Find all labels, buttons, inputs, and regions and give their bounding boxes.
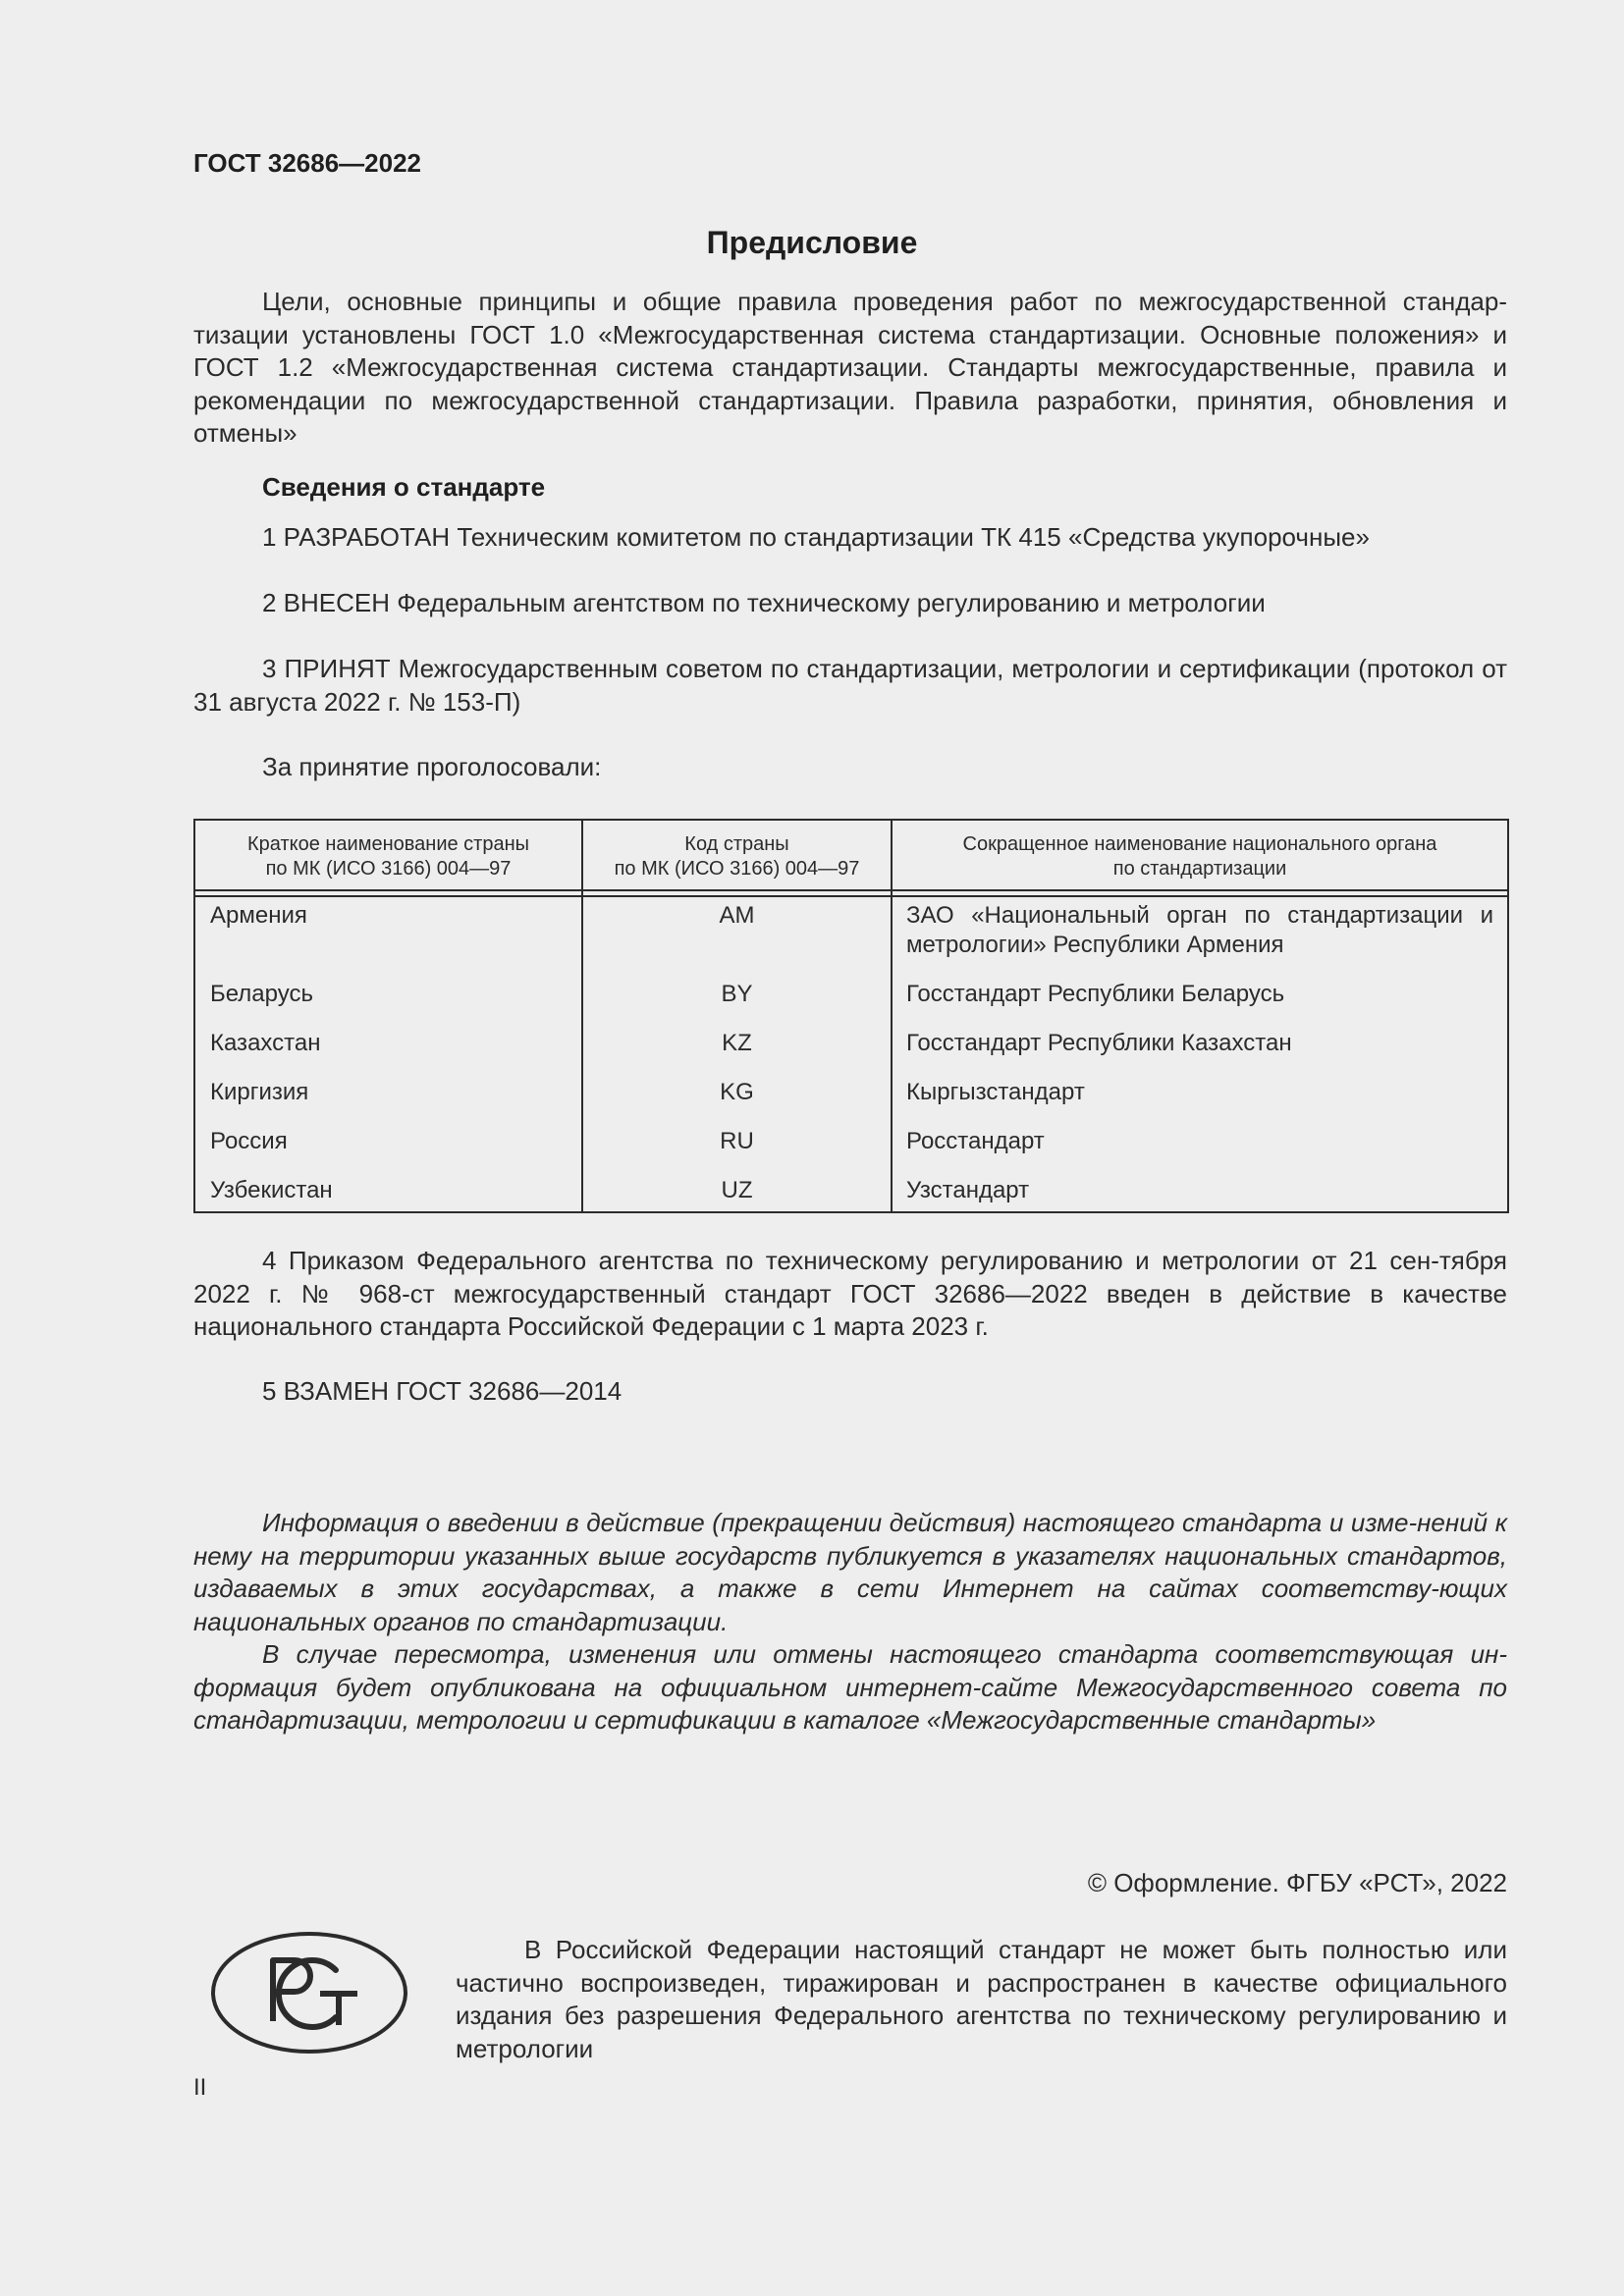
table-cell-code: UZ bbox=[721, 1177, 753, 1203]
table-cell-code: RU bbox=[720, 1128, 754, 1154]
table-cell-body: Госстандарт Республики Казахстан bbox=[906, 1030, 1292, 1056]
voted-label: За принятие проголосовали: bbox=[262, 752, 602, 781]
table-cell-country: Армения bbox=[210, 902, 307, 929]
countries-table bbox=[193, 819, 1509, 1213]
table-cell-code: KZ bbox=[722, 1030, 752, 1056]
table-cell-body: Кыргызстандарт bbox=[906, 1079, 1085, 1105]
item-2: 2 ВНЕСЕН Федеральным агентством по техническому регулированию и метрологии bbox=[262, 588, 1266, 617]
table-header-country: Краткое наименование страны по МК (ИСО 3166) 004—97 bbox=[246, 833, 530, 880]
page-title: Предисловие bbox=[706, 225, 918, 260]
item-1: 1 РАЗРАБОТАН Техническим комитетом по стандартизации ТК 415 «Средства укупорочные» bbox=[262, 522, 1370, 552]
table-cell-country: Беларусь bbox=[210, 981, 313, 1007]
table-cell-body: Узстандарт bbox=[906, 1177, 1030, 1203]
document-code: ГОСТ 32686—2022 bbox=[193, 148, 421, 178]
intro-paragraph: Цели, основные принципы и общие правила проведения работ по межгосударственной стандар-тизации установлены ГОСТ 1.0 «Межгосударственная система стандартизации. Основные положения» и ГОСТ 1.2 «Межгосударственная система стандартизации. Стандарты межгосударственные, правила и рекомендации по межгосударственной стандартизации. Правила разработки, принятия, обновления и отмены» bbox=[193, 287, 1507, 448]
table-header-body: Сокращенное наименование национального органа по стандартизации bbox=[962, 833, 1437, 880]
table-header-code: Код страны по МК (ИСО 3166) 004—97 bbox=[614, 833, 860, 880]
table-cell-body: Росстандарт bbox=[906, 1128, 1045, 1154]
table-cell-country: Казахстан bbox=[210, 1030, 321, 1056]
table-cell-code: KG bbox=[720, 1079, 754, 1105]
page-number: II bbox=[193, 2074, 207, 2101]
item-3: 3 ПРИНЯТ Межгосударственным советом по стандартизации, метрологии и сертификации (протокол от 31 августа 2022 г. № 153-П) bbox=[193, 654, 1507, 717]
table-divider bbox=[195, 895, 1507, 897]
table-cell-code: AM bbox=[719, 902, 755, 929]
table-cell-country: Киргизия bbox=[210, 1079, 309, 1105]
table-cell-country: Россия bbox=[210, 1128, 288, 1154]
table-cell-body: Госстандарт Республики Беларусь bbox=[906, 981, 1285, 1007]
table-cell-code: BY bbox=[721, 981, 753, 1007]
rst-logo bbox=[210, 1931, 408, 2055]
copyright: © Оформление. ФГБУ «РСТ», 2022 bbox=[1087, 1868, 1507, 1897]
revision-paragraph: В случае пересмотра, изменения или отмены настоящего стандарта соответствующая ин-формация будет опубликована на официальном интернет-сайте Межгосударственного совета по стандартизации, метрологии и сертификации в каталоге «Межгосударственные стандарты» bbox=[193, 1639, 1507, 1735]
item-5: 5 ВЗАМЕН ГОСТ 32686—2014 bbox=[262, 1376, 623, 1406]
item-4: 4 Приказом Федерального агентства по техническому регулированию и метрологии от 21 сен-тября 2022 г. № 968-ст межгосударственный стандарт ГОСТ 32686—2022 введен в действие в качестве национального стандарта Российской Федерации с 1 марта 2023 г. bbox=[193, 1246, 1507, 1341]
reproduction-notice: В Российской Федерации настоящий стандарт не может быть полностью или частично воспроизведен, тиражирован и распространен в качестве официального издания без разрешения Федерального агентства по техническому регулированию и метрологии bbox=[456, 1935, 1507, 2063]
section-title: Сведения о стандарте bbox=[262, 472, 546, 502]
info-paragraph: Информация о введении в действие (прекращении действия) настоящего стандарта и изме-нений к нему на территории указанных выше государств публикуется в указателях национальных стандартов, издаваемых в этих государствах, а также в сети Интернет на сайтах соответству-ющих национальных органов по стандартизации. bbox=[193, 1508, 1507, 1636]
table-cell-body: ЗАО «Национальный орган по стандартизации и метрологии» Республики Армения bbox=[906, 902, 1493, 958]
table-divider bbox=[195, 889, 1507, 891]
table-cell-country: Узбекистан bbox=[210, 1177, 333, 1203]
